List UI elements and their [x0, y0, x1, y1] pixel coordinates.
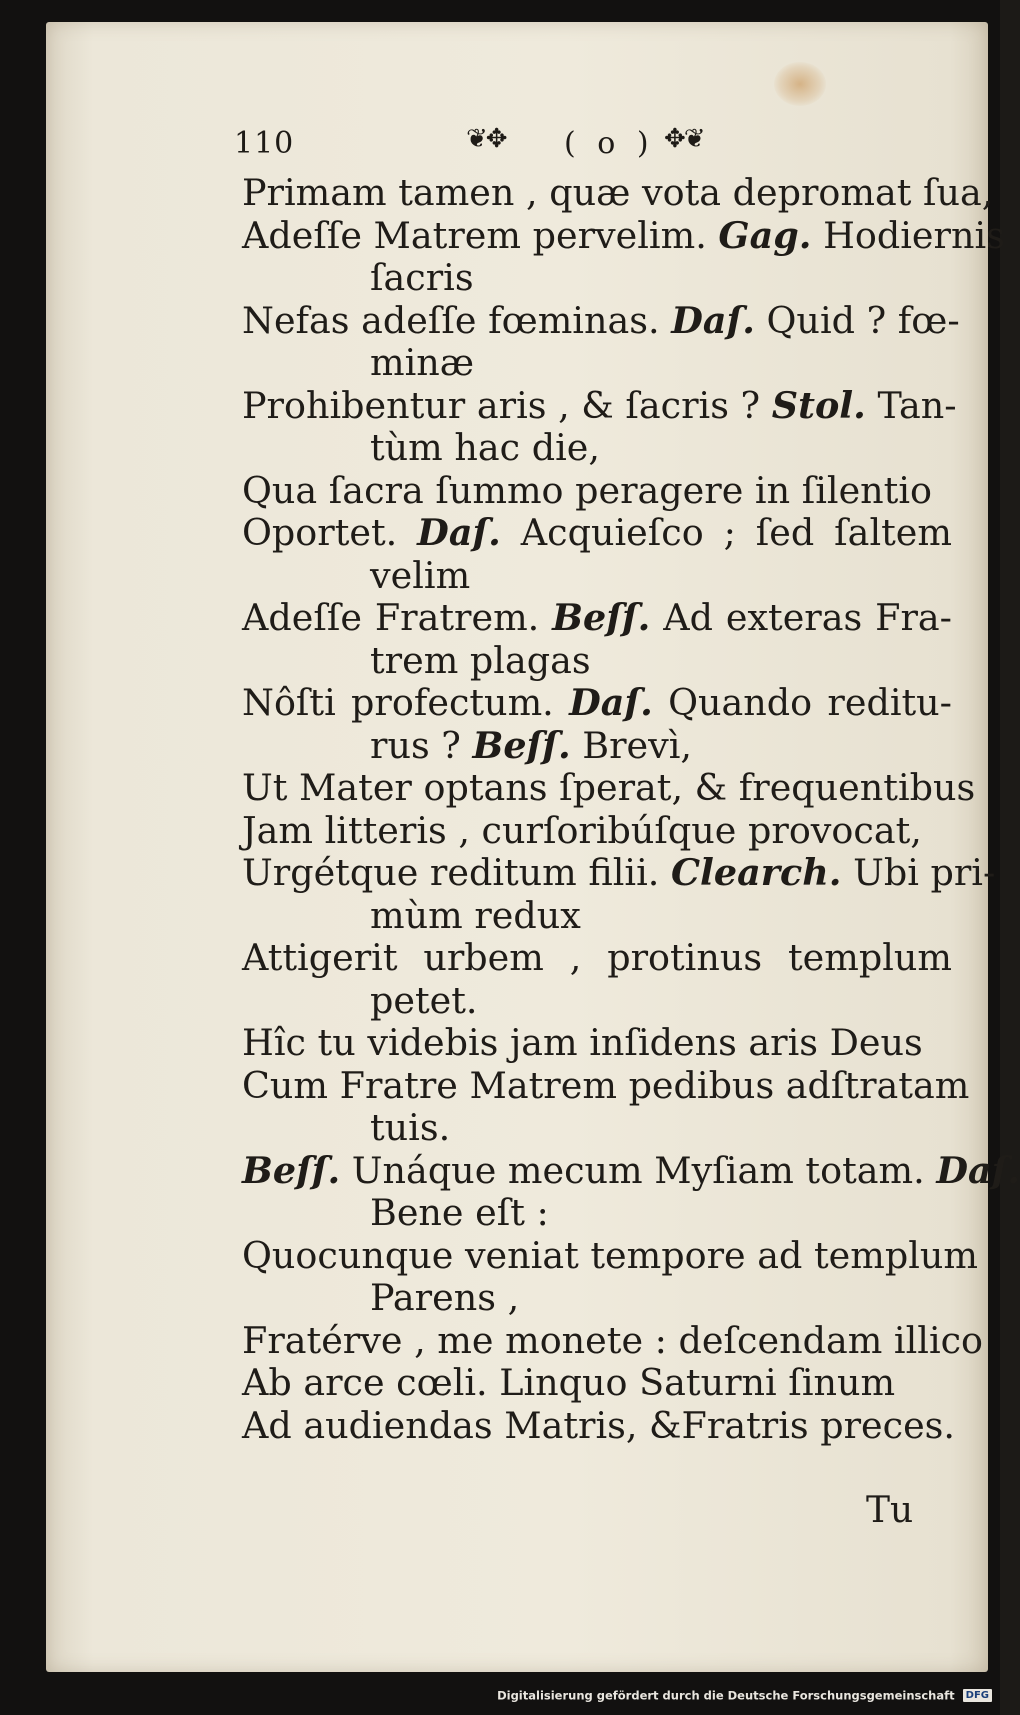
- verse-line: Ab arce cœli. Linquo Saturni ſinum: [242, 1361, 896, 1404]
- verse-line: mùm redux: [370, 893, 581, 937]
- verse-line: Ad audiendas Matris, &Fratris preces.: [242, 1403, 955, 1447]
- verse-line: tuis.: [370, 1106, 451, 1149]
- verse-line: ſacris: [370, 256, 474, 299]
- verse-line: Cum Fratre Matrem pedibus adſtratam: [242, 1063, 970, 1107]
- verse-line: Adeſſe Matrem pervelim. Gag. Hodiernis: [242, 213, 1005, 257]
- verse-line: tùm hac die,: [370, 426, 600, 469]
- page-header: [46, 122, 988, 172]
- speaker-abbreviation: Beſſ.: [472, 723, 571, 767]
- verse-line: Bene eſt :: [370, 1191, 549, 1234]
- verse-line: Fratérve , me monete : deſcendam illico: [242, 1318, 984, 1362]
- verse-line: Attigerit urbem , protinus templum: [242, 936, 952, 979]
- verse-line: Qua ſacra ſummo peragere in ſilentio: [242, 468, 932, 512]
- verse-line: Parens ,: [370, 1276, 520, 1319]
- page-number: 110: [234, 126, 295, 161]
- speaker-abbreviation: Daſ.: [936, 1148, 1020, 1192]
- speaker-abbreviation: Beſſ.: [552, 596, 651, 639]
- speaker-abbreviation: Daſ.: [569, 681, 653, 724]
- verse-line: Quocunque veniat tempore ad templum: [242, 1233, 979, 1277]
- verse-line: minæ: [370, 341, 475, 384]
- speaker-abbreviation: Clearch.: [670, 851, 842, 894]
- verse-line: Beſſ. Unáque mecum Myſiam totam. Daſ.: [242, 1148, 1020, 1192]
- verse-line: Oportet. Daſ. Acquieſco ; ſed ſaltem: [242, 511, 952, 554]
- book-page: [46, 22, 1020, 1672]
- verse-line: Adeſſe Fratrem. Beſſ. Ad exteras Fra-: [242, 596, 952, 639]
- verse-line: Prohibentur aris , & ſacris ? Stol. Tan-: [242, 383, 957, 427]
- speaker-abbreviation: Stol.: [771, 383, 866, 427]
- header-mark: ( o ): [564, 126, 655, 161]
- footer-credit: Digitalisierung gefördert durch die Deutsche Forschungsgemeinschaft: [497, 1688, 955, 1703]
- verse-line: Jam litteris , curſoribúſque provocat,: [242, 808, 922, 852]
- catchword: Tu: [866, 1490, 914, 1531]
- paper-stain: [774, 62, 826, 106]
- verse-line: Hîc tu videbis jam inſidens aris Deus: [242, 1021, 923, 1064]
- verse-line: velim: [370, 553, 471, 597]
- fleuron-ornament-icon: ✥❦: [664, 124, 704, 154]
- dfg-logo-icon: DFG: [963, 1689, 992, 1702]
- verse-line: Urgétque reditum filii. Clearch. Ubi pri-: [242, 851, 996, 894]
- verse-line: trem plagas: [370, 638, 591, 682]
- verse-line: petet.: [370, 978, 478, 1022]
- speaker-abbreviation: Beſſ.: [242, 1148, 341, 1192]
- verse-line: Nôſti profectum. Daſ. Quando reditu-: [242, 681, 953, 724]
- verse-line: Ut Mater optans ſperat, & frequentibus: [242, 766, 976, 809]
- fleuron-ornament-icon: ❦✥: [466, 124, 506, 154]
- verse-line: Primam tamen , quæ vota depromat ſua,: [242, 171, 994, 214]
- verse-line: Nefas adeſſe fœminas. Daſ. Quid ? fœ-: [242, 298, 960, 342]
- verse-line: rus ? Beſſ. Brevì,: [370, 723, 693, 767]
- speaker-abbreviation: Gag.: [718, 213, 812, 257]
- verse-text-block: [242, 171, 1020, 1447]
- digitization-footer: [497, 1688, 992, 1708]
- speaker-abbreviation: Daſ.: [671, 298, 755, 342]
- speaker-abbreviation: Daſ.: [417, 511, 501, 554]
